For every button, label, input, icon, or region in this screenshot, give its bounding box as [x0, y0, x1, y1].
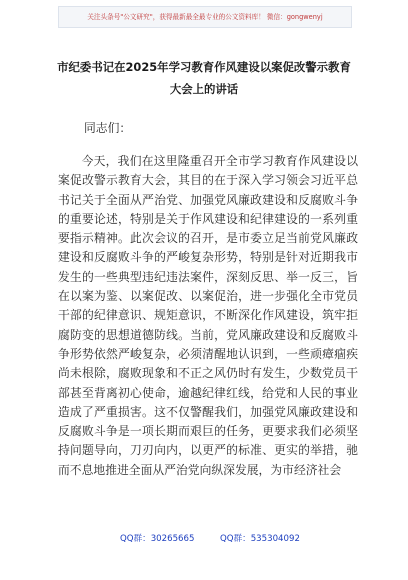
qq-group-1: QQ群：30265665: [120, 534, 195, 544]
salutation: 同志们：: [84, 121, 132, 135]
header-banner: 关注头条号"公文研究"，获得最新最全最专业的公文资料库！ 微信：gongwenyj: [58, 6, 352, 28]
body-paragraph: 今天，我们在这里隆重召开全市学习教育作风建设以案促改警示教育大会，其目的在于深入学习领会习近平总书记关于全面从严治党、加强党风廉政建设和反腐败斗争的重要论述，特别是关于作风建设和纪律建设的一系列重要指示精神。此次会议的召开，是市委立足当前党风廉政建设和反腐败斗争的严峻复杂形势，特别是针对近期我市发生的一些典型违纪违法案件，深刻反思、举一反三，旨在以案为鉴、以案促改、以案促治，进一步强化全市党员干部的纪律意识、规矩意识，不断深化作风建设，筑牢拒腐防变的思想道德防线。当前，党风廉政建设和反腐败斗争形势依然严峻复杂，必须清醒地认识到，一些顽瘴痼疾尚未根除，腐败现象和不正之风仍时有发生，少数党员干部甚至背离初心使命，逾越纪律红线，给党和人民的事业造成了严重损害。这不仅警醒我们，加强党风廉政建设和反腐败斗争是一项长期而艰巨的任务，更要求我们必须坚持问题导向，刀刃向内，以更严的标准、更实的举措，驰而不息地推进全面从严治党向纵深发展，为市经济社会: [58, 154, 358, 477]
qq-group-2: QQ群：535304092: [220, 534, 300, 544]
title-line-2: 大会上的讲话: [169, 82, 239, 96]
document-title: [50, 56, 358, 100]
title-line-1: 市纪委书记在2025年学习教育作风建设以案促改警示教育: [57, 60, 351, 74]
